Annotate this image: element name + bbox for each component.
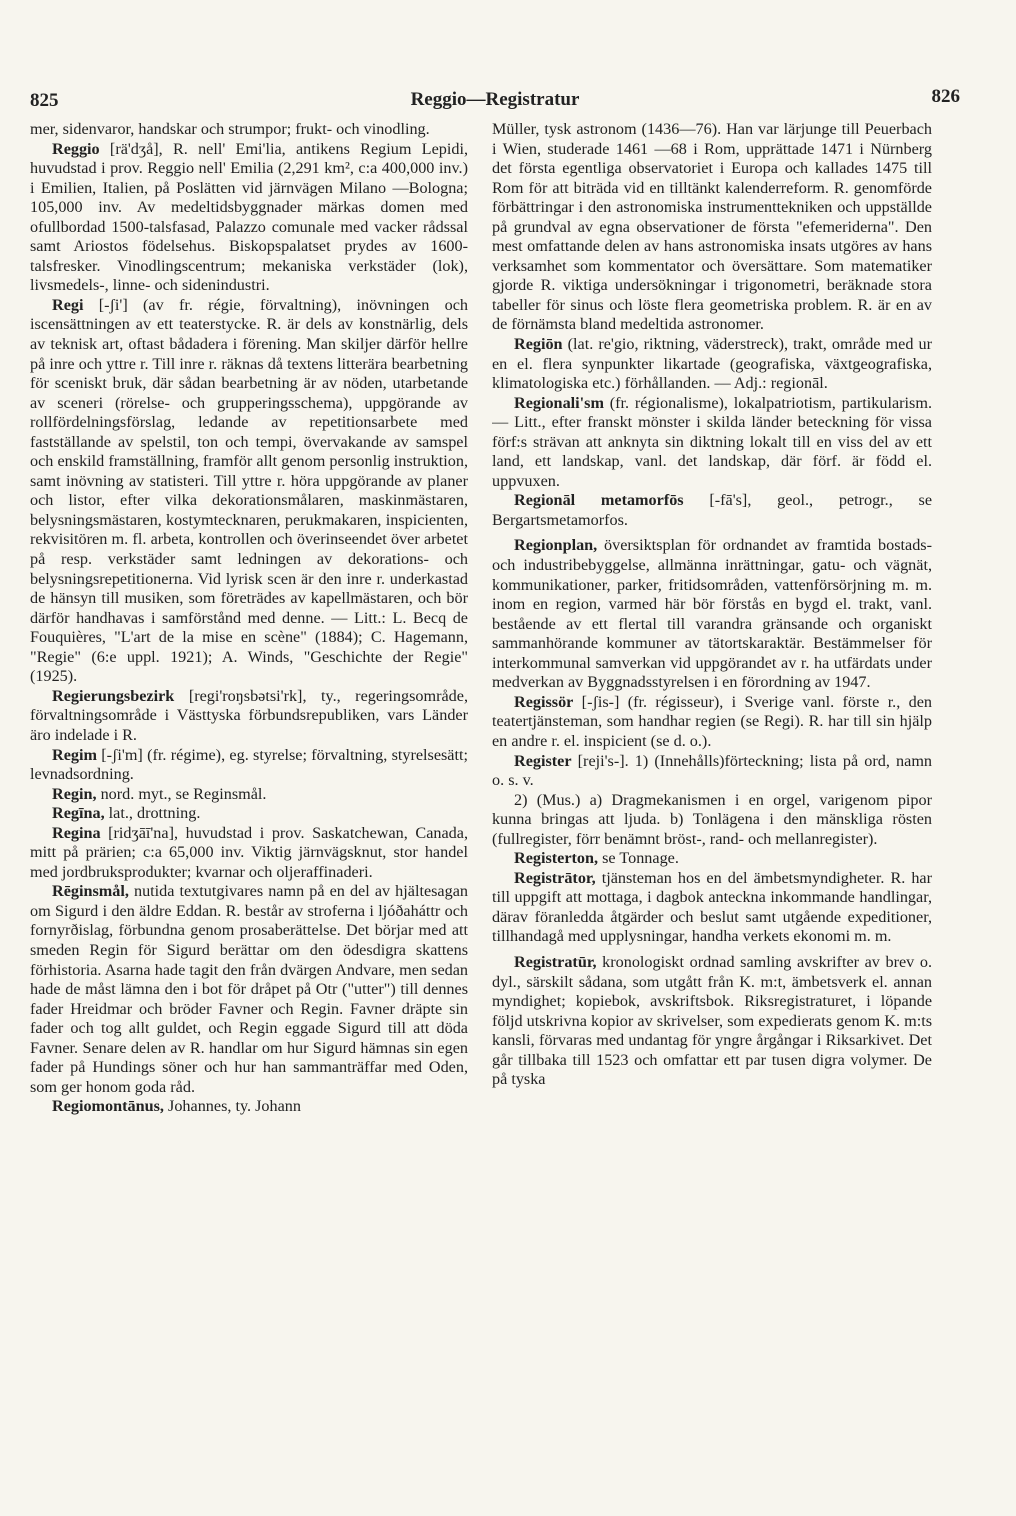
entry-regi xyxy=(30,296,468,687)
headword: Regi xyxy=(52,295,84,314)
entry-text: översiktsplan för ordnandet av framtida bostads- och industribebyggelse, allmänna inrättningar, gatu- och vägnät, kommunikationer, parker, fritidsområden, vattenförsörjning m. m. inom en region, varmed här bör förstås en bygd el. trakt, vanl. bestående av ett flertal till varandra gränsande och organiskt sammanhörande kommuner av tätortskaraktär. Bestämmelser för interkommunal samverkan vid uppgörandet av r. ha utfärdats under medverkan av Byggnadsstyrelsen i en förordning av 1947. xyxy=(492,536,932,692)
entry-text: [reji's-]. 1) (Innehålls)förteckning; lista på ord, namn o. s. v. xyxy=(492,751,932,790)
entry-text: nutida textutgivares namn på en del av hjältesagan om Sigurd i den äldre Eddan. R. består av stroferna i ljóðaháttr och fornyrðislag, förbundna genom prosaberättelse. Det börjar med att smeden Regin för Sigurd berättar om den ödesdigra skattens förhistoria. Asarna hade tagit den från dvärgen Andvare, men sedan hade de måst lämna den i bot för dråpet på Otr ("utter") till dennes fader Hreidmar och bröder Favner och Regin. Favner dräpte sin fader och tog allt guldet, och Regin eggade Sigurd till att döda Favner. Senare delen av R. handlar om hur Sigurd hämnas sin egen fader på Hundings söner och hur han sammanträffar med Oden, som ger honom goda råd. xyxy=(30,882,468,1096)
headword: Reggio xyxy=(52,139,100,158)
headword: Regiōn xyxy=(514,335,563,354)
right-column xyxy=(492,120,932,1500)
headword: Regionali'sm xyxy=(514,393,604,412)
entry-registrator xyxy=(492,869,932,947)
entry-text: kronologiskt ordnad samling avskrifter av brev o. dyl., särskilt sådana, som utgått från K. m:t, ämbetsverk el. annan myndighet; kopiebok, avskriftsbok. Riksregistraturet, i löpande följd utskrivna kopior av skrivelser, som expedierats genom K. m:ts kansli, förvaras med undantag för yngre årgångar i Riksarkivet. Det går tillbaka till 1523 och omfattar ett par tusen digra volymer. De på tyska xyxy=(492,952,932,1089)
page-header xyxy=(30,86,960,112)
entry-text: nord. myt., se Reginsmål. xyxy=(96,784,267,803)
headword: Regierungsbezirk xyxy=(52,686,175,705)
entry-text: [regi'roŋsbətsi'rk], ty., regeringsområde, förvaltningsområde i Västtyska förbundsrepubliken, vars Länder äro indelade i R. xyxy=(30,686,468,744)
headword: Regissör xyxy=(514,692,574,711)
entry-text: se Tonnage. xyxy=(598,849,679,868)
entry-regierungsbezirk xyxy=(30,687,468,746)
entry-text: Johannes, ty. Johann xyxy=(163,1097,301,1116)
entry-regin xyxy=(30,785,468,805)
page-number-left: 825 xyxy=(30,90,59,111)
headword: Regim xyxy=(52,745,97,764)
left-column xyxy=(30,120,468,1500)
entry-text: lat., drottning. xyxy=(104,804,201,823)
entry-text: (lat. re'gio, riktning, väderstreck), trakt, område med ur en el. flera synpunkter likartade (geografiska, växtgeografiska, klimatologiska etc.) förhållanden. — Adj.: regionāl. xyxy=(492,335,932,393)
entry-regionplan xyxy=(492,536,932,692)
entry-regionalism xyxy=(492,394,932,492)
entry-text: (fr. régionalisme), lokalpatriotism, partikularism. — Litt., efter franskt mönster i skilda länder beteckning för vissa förf:s strävan att anknyta sin diktning lokalt till en viss del av ett land, ett landskap, vanl. det landskap, där förf. är född el. uppvuxen. xyxy=(492,393,932,490)
entry-regional-metamorfos xyxy=(492,491,932,530)
entry-regim xyxy=(30,746,468,785)
entry-reggio xyxy=(30,140,468,296)
entry-regina xyxy=(30,824,468,883)
entry-text: [ridʒāī'na], huvudstad i prov. Saskatchewan, Canada, mitt på prärien; c:a 65,000 inv. Viktig järnvägsknut, stor handel med jordbruksprodukter; kvarnar och oljeraffinaderi. xyxy=(30,823,468,881)
entry-region xyxy=(492,335,932,394)
entry-text: [rä'dʒå], R. nell' Emi'lia, antikens Regium Lepidi, huvudstad i prov. Reggio nell' Emilia (2,291 km², c:a 400,000 inv.) i Emilien, Italien, på Poslätten vid järnvägen Milano —Bologna; 105,000 inv. Av medeltidsbyggnader märkas domen med ofullbordad 1500-talsfasad, Palazzo comunale med vacker rådssal samt Ariostos födelsehus. Biskopspalatset prydes av 1600-talsfresker. Vinodlingscentrum; mekaniska verkstäder (lok), livsmedels-, linne- och sidenindustri. xyxy=(30,139,468,295)
entry-register-mus xyxy=(492,791,932,850)
headword: Regionāl metamorfōs xyxy=(514,491,684,510)
entry-regissor xyxy=(492,693,932,752)
headword: Regin, xyxy=(52,784,97,803)
entry-text: [-fā's], geol., petrogr., se Bergartsmetamorfos. xyxy=(492,491,932,529)
entry-text: [-ʃi'] (av fr. régie, förvaltning), inövningen och iscensättningen av ett teaterstycke. R. är dels av konstnärlig, dels av teknisk art, oftast bådadera i förening. Man skiljer därför hellre på inre och yttre r. Till inre r. räknas då textens litterära bearbetning för sceniskt bruk, där sådan bearbetning är av nöden, utarbetande av sceneri (rörelse- och grupperingsschema), uppgörande av rollfördelningsförslag, ledande av repetitionsarbete med fastställande av spelstil, ton och tempi, övervakande av samspel och enskild framställning, framför allt genom personlig instruktion, samt inövning av statisteri. Till yttre r. höra uppgörande av planer och listor, efter vilka dekorationsmålaren, maskinmästaren, belysningsmästaren, kostymtecknaren, perukmakaren, inspicienten, rekvisitören m. fl. arbeta, kontrollen och överinseendet över arbetet på resp. verkstäder samt ledningen av dekorations- och belysningsrepetitionerna. Vid lyrisk scen är den inre r. underkastad de hänsyn till musiken, som företrädes av kapellmästaren, och bör därför handhavas i samförstånd med denne. — Litt.: L. Becq de Fouquières, "L'art de la mise en scène" (1884); C. Hagemann, "Regie" (6:e uppl. 1921); A. Winds, "Geschichte der Regie" (1925). xyxy=(30,295,468,686)
entry-regiomontanus xyxy=(30,1097,468,1117)
running-title: Reggio—Registratur xyxy=(410,89,580,110)
headword: Registratūr, xyxy=(514,952,597,971)
headword: Regīna, xyxy=(52,804,105,823)
entry-text: [-ʃis-] (fr. régisseur), i Sverige vanl. förste r., den teatertjänsteman, som handhar regien (se Regi). R. har till sin hjälp en andre r. el. inspicient (se d. o.). xyxy=(492,692,932,750)
entry-text: 2) (Mus.) a) Dragmekanismen i en orgel, varigenom pipor kunna bringas att ljuda. b) Tonlägena i den mänskliga rösten (fullregister, förr benämnt bröst-, rand- och mellanregister). xyxy=(492,790,932,848)
entry-continuation: mer, sidenvaror, handskar och strumpor; frukt- och vinodling. xyxy=(30,120,430,138)
page-number-right: 826 xyxy=(931,86,960,107)
headword: Registerton, xyxy=(514,849,599,868)
headword: Regiomontānus, xyxy=(52,1097,164,1116)
entry-regina-lat xyxy=(30,804,468,824)
headword: Registrātor, xyxy=(514,868,596,887)
entry-registerton xyxy=(492,849,932,869)
entry-text: [-ʃi'm] (fr. régime), eg. styrelse; förvaltning, styrelsesätt; levnadsordning. xyxy=(30,745,468,784)
headword: Rēginsmål, xyxy=(52,882,129,901)
entry-reginsmal xyxy=(30,882,468,1097)
entry-continuation: Müller, tysk astronom (1436—76). Han var lärjunge till Peuerbach i Wien, studerade 1461 —68 i Rom, upprättade 1471 i Nürnberg det första egentliga observatoriet i Europa och kallades 1475 till Rom för att biträda vid en tilltänkt kalenderreform. R. genomförde förbättringar i den astronomiska instrumenttekniken och uppställde på grundval av egna observationer de första "efemeriderna". Den mest omfattande delen av hans astronomiska insats utgöres av hans verksamhet som kommentator och översättare. Som matematiker gjorde R. viktiga undersökningar i trigonometri, beräknade stora tabeller för sinus och löste flera geometriska problem. R. är en av de förnämsta bland medeltida astronomer. xyxy=(492,120,932,334)
headword: Regionplan, xyxy=(514,536,598,555)
entry-register xyxy=(492,752,932,791)
headword: Regina xyxy=(52,823,101,842)
entry-text: tjänsteman hos en del ämbetsmyndigheter. R. har till uppgift att mottaga, i dagbok anteckna inkommande handlingar, därav föranledda åtgärder och beslut samt utgående expeditioner, tillhandagå med upplysningar, handha verkets ekonomi m. m. xyxy=(492,868,932,946)
headword: Register xyxy=(514,751,572,770)
entry-registratur xyxy=(492,953,932,1090)
